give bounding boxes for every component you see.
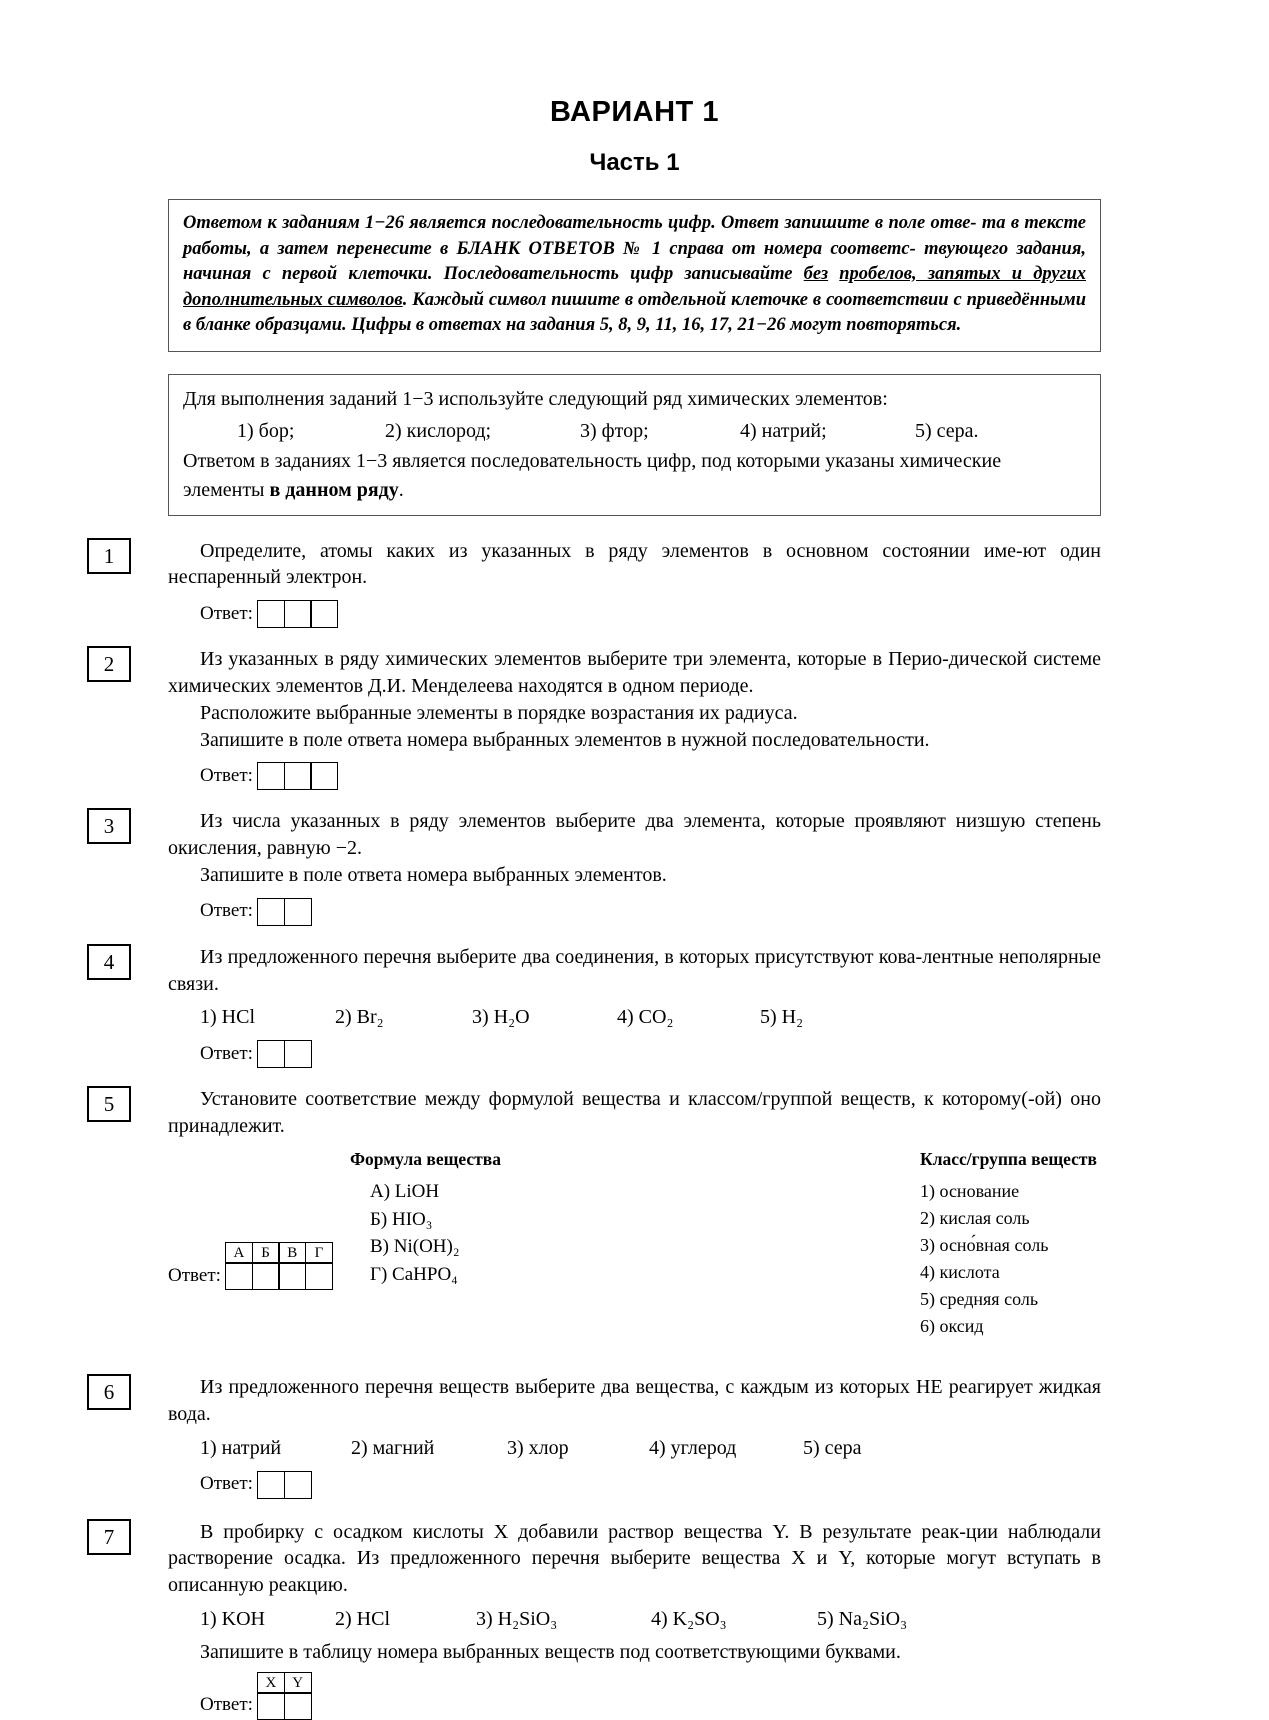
task-2-paragraph-2: Расположите выбранные элементы в порядке возрастания их радиуса. (200, 701, 798, 724)
element-option-2: 2) кислород; (385, 419, 492, 442)
task-7-option-4: 4) K₂SO₃ (651, 1607, 727, 1630)
task-1-body (168, 538, 1101, 629)
element-option-3: 3) фтор; (580, 419, 649, 442)
task-2-paragraph-1: Из указанных в ряду химических элементов выберите три элемента, которые в Перио-дической системе химических элементов Д.И. Менделеева находятся в одном периоде. (168, 648, 1101, 697)
answer-cell[interactable] (257, 898, 285, 926)
task-7-option-3: 3) H₂SiO₃ (476, 1607, 558, 1630)
answer-cell[interactable] (284, 600, 312, 628)
task-5-left-item-a: А) LiOH (370, 1181, 440, 1203)
answer-header-cell: Г (305, 1242, 333, 1264)
elements-note-tail: . (398, 478, 404, 501)
instruction-line-5: клеточке в соответствии с приведёнными в бланке образцами. Цифры в ответах на задания 5, (183, 289, 1086, 336)
task-6 (103, 1374, 1101, 1498)
task-4-paragraph-1: Из предложенного перечня выберите два соединения, в которых присутствуют кова-лентные неполярные связи. (168, 945, 1101, 995)
task-5-left-item-b: Б) HIO₃ (370, 1208, 433, 1230)
task-7-answer-body-row[interactable] (257, 1694, 312, 1720)
task-6-option-4: 4) углерод (649, 1436, 737, 1459)
task-4-answer-row (168, 1040, 1101, 1068)
answer-cell[interactable] (257, 1040, 285, 1068)
task-3-body (168, 808, 1101, 925)
task-5-body (168, 1086, 1101, 1340)
task-6-paragraph-1: Из предложенного перечня веществ выберите два вещества, с каждым из которых НЕ реагирует жидкая вода. (168, 1376, 1101, 1425)
task-6-options (168, 1435, 1101, 1462)
elements-note-line2: химические элементы (183, 449, 1002, 501)
task-7-option-5: 5) Na₂SiO₃ (817, 1607, 908, 1630)
answer-label: Ответ: (200, 900, 253, 922)
answer-cell[interactable] (225, 1262, 253, 1290)
task-2-paragraph-3: Запишите в поле ответа номера выбранных элементов в нужной последовательности. (200, 728, 930, 751)
elements-note (183, 447, 1086, 505)
task-5-right-item-3: 3) осно́вная соль (920, 1235, 1049, 1256)
task-5-left-header: Формула вещества (350, 1148, 501, 1169)
instruction-underline-2: пробелов, запятых и других дополнительных символов (183, 264, 1086, 310)
task-5-right-item-6: 6) оксид (920, 1316, 984, 1337)
answer-cell[interactable] (257, 600, 285, 628)
answer-cell[interactable] (257, 1692, 285, 1720)
task-6-answer-row (168, 1471, 1101, 1499)
answer-cell[interactable] (257, 762, 285, 790)
elements-note-bold: в данном ряду (269, 478, 399, 501)
instruction-line-6: 8, 9, 11, 16, 17, 21−26 могут повторяться. (618, 315, 962, 336)
answer-cell[interactable] (284, 1040, 312, 1068)
task-5-answer-row (168, 1242, 333, 1291)
elements-note-line1: Ответом в заданиях 1−3 является последовательность цифр, под которыми указаны (183, 449, 895, 472)
task-3-answer-cells[interactable] (257, 898, 312, 926)
answer-cell[interactable] (284, 898, 312, 926)
task-5-right-item-5: 5) средняя соль (920, 1289, 1039, 1310)
task-number-4: 4 (87, 944, 131, 980)
task-4-option-1: 1) HCl (200, 1006, 255, 1029)
task-4-options (168, 1004, 1101, 1031)
part-title: Часть 1 (589, 149, 680, 176)
task-4-body (168, 944, 1101, 1068)
task-6-option-3: 3) хлор (507, 1436, 569, 1459)
task-number-2: 2 (87, 646, 131, 682)
page-title: ВАРИАНТ 1 (550, 96, 719, 128)
task-3-paragraph-2: Запишите в поле ответа номера выбранных элементов. (200, 863, 667, 886)
answer-cell[interactable] (257, 1471, 285, 1499)
task-6-option-1: 1) натрий (200, 1436, 282, 1459)
task-1-answer-row (168, 600, 1101, 628)
task-7-options (168, 1606, 1101, 1633)
task-5 (103, 1086, 1101, 1340)
task-7-body (168, 1519, 1101, 1720)
task-7-answer-header-row (257, 1672, 312, 1694)
instruction-underline-1: без (803, 264, 829, 285)
general-instruction-text (183, 211, 1086, 339)
task-5-matching-area (168, 1148, 1101, 1340)
elements-list (183, 420, 1086, 443)
element-option-1: 1) бор; (237, 419, 295, 442)
task-number-5: 5 (87, 1086, 131, 1122)
task-number-1: 1 (87, 538, 131, 574)
answer-cell[interactable] (278, 1262, 306, 1290)
task-7-trailing-text: Запишите в таблицу номера выбранных веществ под соответствующими буквами. (200, 1640, 901, 1663)
task-6-option-2: 2) магний (351, 1436, 435, 1459)
task-number-3: 3 (87, 808, 131, 844)
task-6-answer-cells[interactable] (257, 1471, 312, 1499)
task-5-answer-table[interactable] (225, 1242, 333, 1291)
task-7-option-2: 2) HCl (335, 1607, 390, 1630)
task-2-body (168, 646, 1101, 790)
element-option-4: 4) натрий; (740, 419, 827, 442)
answer-label: Ответ: (200, 602, 253, 624)
task-5-right-item-1: 1) основание (920, 1181, 1020, 1202)
task-3-answer-row (168, 898, 1101, 926)
task-1-paragraph-1: Определите, атомы каких из указанных в ряду элементов в основном состоянии име-ют один неспаренный электрон. (168, 539, 1101, 589)
answer-cell[interactable] (284, 762, 312, 790)
elements-intro: Для выполнения заданий 1−3 используйте следующий ряд химических элементов: (183, 387, 888, 410)
task-5-right-item-4: 4) кислота (920, 1262, 1000, 1283)
task-4-option-3: 3) H₂O (472, 1006, 530, 1029)
task-7 (103, 1519, 1101, 1720)
task-5-left-item-g: Г) CaHPO₄ (370, 1263, 458, 1285)
task-2-answer-row (168, 762, 1101, 790)
task-1 (103, 538, 1101, 629)
task-4-option-5: 5) H₂ (760, 1006, 804, 1029)
answer-header-cell: X (257, 1672, 285, 1694)
instruction-line-3: твующего задания, начиная с первой клеточки. Последовательность цифр записывайте (183, 238, 1087, 285)
task-5-answer-header-row (225, 1242, 333, 1264)
task-7-paragraph-1: В пробирку с осадком кислоты X добавили раствор вещества Y. В результате реак-ции наблюдали растворение осадка. Из предложенного перечня выберите вещества X и Y, которые могут вступать в описанную реакцию. (168, 1520, 1101, 1597)
answer-header-cell: В (278, 1242, 306, 1264)
answer-header-cell: Б (252, 1242, 280, 1264)
general-instruction-box (168, 199, 1101, 352)
answer-cell[interactable] (305, 1262, 333, 1290)
answer-label: Ответ: (168, 1264, 221, 1286)
answer-cell[interactable] (252, 1262, 280, 1290)
instruction-line-1: Ответом к заданиям 1−26 является последовательность цифр. Ответ запишите в поле отве- (183, 213, 977, 233)
answer-header-cell: А (225, 1242, 253, 1264)
answer-label: Ответ: (200, 1693, 253, 1715)
task-number-6: 6 (87, 1374, 131, 1410)
instruction-line-2: та в тексте работы, а затем перенесите в БЛАНК ОТВЕТОВ № 1 справа от номера соответс- (183, 213, 1087, 259)
task-2-answer-cells[interactable] (257, 762, 338, 790)
task-7-option-1: 1) KOH (200, 1607, 265, 1630)
task-5-right-header: Класс/группа веществ (920, 1148, 1097, 1169)
task-4-option-2: 2) Br₂ (335, 1006, 384, 1029)
task-4-answer-cells[interactable] (257, 1040, 312, 1068)
instruction-line-4-rest: . Каждый символ пишите в отдельной (402, 289, 727, 310)
task-3 (103, 808, 1101, 925)
task-4-option-4: 4) CO₂ (617, 1006, 674, 1029)
answer-label: Ответ: (200, 1473, 253, 1495)
task-5-right-column (728, 1148, 1101, 1340)
task-4 (103, 944, 1101, 1068)
answer-cell[interactable] (310, 762, 338, 790)
task-3-paragraph-1: Из числа указанных в ряду элементов выберите два элемента, которые проявляют низшую степень окисления, равную −2. (168, 810, 1101, 860)
task-number-7: 7 (87, 1519, 131, 1555)
task-5-right-item-2: 2) кислая соль (920, 1208, 1030, 1229)
answer-cell[interactable] (284, 1471, 312, 1499)
elements-instruction-box (168, 374, 1101, 516)
answer-header-cell: Y (284, 1672, 312, 1694)
element-option-5: 5) сера. (915, 419, 979, 442)
task-2 (103, 646, 1101, 790)
task-5-paragraph-1: Установите соответствие между формулой вещества и классом/группой веществ, к которому(-ой) оно принадлежит. (168, 1088, 1101, 1137)
task-6-body (168, 1374, 1101, 1498)
task-6-option-5: 5) сера (803, 1436, 862, 1459)
answer-label: Ответ: (200, 1042, 253, 1064)
task-5-answer-body-row[interactable] (225, 1264, 333, 1291)
task-1-answer-cells[interactable] (257, 600, 338, 628)
answer-label: Ответ: (200, 764, 253, 786)
answer-cell[interactable] (284, 1692, 312, 1720)
answer-cell[interactable] (310, 600, 338, 628)
task-5-left-item-v: В) Ni(OH)₂ (370, 1236, 460, 1258)
